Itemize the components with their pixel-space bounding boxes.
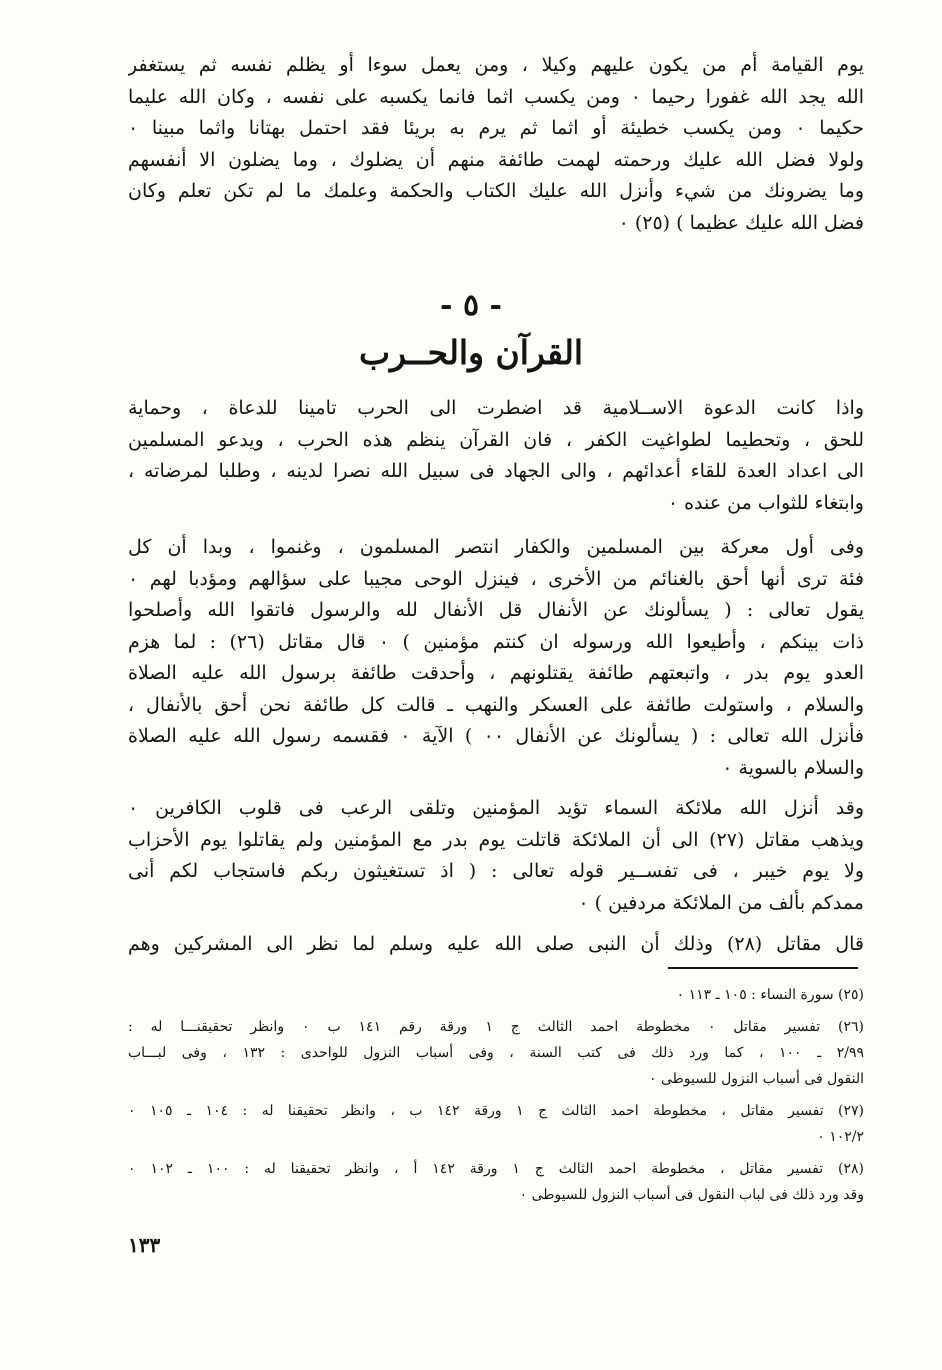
text-line: وما يضرونك من شيء وأنزل الله عليك الكتاب والحكمة وعلمك ما لم تكن تعلم وكان xyxy=(128,180,864,202)
footnote-separator xyxy=(668,967,858,969)
footnote-line: (٢٥) سورة النساء : ١٠٥ ـ ١١٣ ٠ xyxy=(676,987,864,1003)
text-line: قال مقاتل (٢٨) وذلك أن النبى صلى الله عليه وسلم لما نظر الى المشركين وهم xyxy=(128,933,864,955)
text-line: واذا كانت الدعوة الاســلامية قد اضطرت الى الحرب تامينا للدعاة ، وحماية xyxy=(128,397,864,419)
paragraph-2 xyxy=(128,532,864,784)
text-line: وفى أول معركة بين المسلمين والكفار انتصر المسلمون ، وغنموا ، وبدا أن كل xyxy=(128,536,864,558)
text-line: يقول تعالى : ( يسألونك عن الأنفال قل الأنفال لله والرسول فاتقوا الله وأصلحوا xyxy=(128,599,864,621)
footnote-line: النقول فى أسباب النزول للسيوطى ٠ xyxy=(649,1071,864,1087)
text-line: الله يجد الله غفورا رحيما ٠ ومن يكسب اثما فانما يكسبه على نفسه ، وكان الله عليما xyxy=(128,85,864,108)
text-line: ولا يوم خيبر ، فى تفســير قوله تعالى : ( اذ تستغيثون ربكم فاستجاب لكم أنى xyxy=(128,860,864,882)
text-line: فأنزل الله تعالى : ( يسألونك عن الأنفال ٠٠ ) الآية ٠ فقسمه رسول الله عليه الصلاة xyxy=(128,725,864,747)
footnote-28 xyxy=(128,1156,864,1208)
text-line: فئة ترى أنها أحق بالغنائم من الأخرى ، فينزل الوحى مجيبا على سؤالهم ومؤدبا لهم ٠ xyxy=(128,567,864,590)
footnote-line: (٢٦) تفسير مقاتل ٠ مخطوطة احمد الثالث ج ١ ورقة رقم ١٤١ ب ٠ وانظر تحقيقنـــا له : xyxy=(128,1019,864,1035)
page-number: ١٣٣ xyxy=(128,1233,161,1257)
text-line: والسلام ، واستولت طائفة على العسكر والنهب ـ قالت كل طائفة نحن أحق بالأنفال ، xyxy=(128,693,864,716)
footnote-26 xyxy=(128,1014,864,1092)
footnote-25 xyxy=(128,982,864,1008)
footnote-line: ٢/٩٩ ـ ١٠٠ ، كما ورد ذلك فى كتب السنة ، وفى أسباب النزول للواحدى : ١٣٢ ، وفى لبـــاب xyxy=(128,1045,864,1061)
quran-quote-continuation xyxy=(128,50,864,239)
footnote-27 xyxy=(128,1098,864,1150)
paragraph-4 xyxy=(128,929,864,961)
text-line: وابتغاء للثواب من عنده ٠ xyxy=(667,491,864,514)
paragraph-3 xyxy=(128,793,864,919)
text-line: الى اعداد العدة للقاء أعدائهم ، والى الجهاد فى سبيل الله نصرا لدينه ، وطلبا لمرضاته ، xyxy=(128,460,864,482)
text-line: العدو يوم بدر ، واتبعتهم طائفة يقتلونهم ، وأحدقت طائفة برسول الله عليه الصلاة xyxy=(128,662,864,684)
text-line: والسلام بالسوية ٠ xyxy=(722,756,864,779)
chapter-number: - ٥ - xyxy=(440,288,502,323)
text-line: فضل الله عليك عظيما ) (٢٥) ٠ xyxy=(618,211,864,234)
footnote-line: وقد ورد ذلك فى لباب النقول فى أسباب النزول للسيوطى ٠ xyxy=(519,1187,864,1203)
text-line: ذات بينكم ، وأطيعوا الله ورسوله ان كنتم مؤمنين ) ٠ قال مقاتل (٢٦) : لما هزم xyxy=(128,630,864,653)
chapter-title: القرآن والحــرب xyxy=(358,333,584,372)
text-line: ويذهب مقاتل (٢٧) الى أن الملائكة قاتلت يوم بدر مع المؤمنين ولم يقاتلوا يوم الأحزاب xyxy=(128,828,864,851)
text-line: ولولا فضل الله عليك ورحمته لهمت طائفة منهم أن يضلوك ، وما يضلون الا أنفسهم xyxy=(128,148,864,171)
footnotes xyxy=(128,982,864,1208)
paragraph-1 xyxy=(128,393,864,519)
text-line: يوم القيامة أم من يكون عليهم وكيلا ، ومن يعمل سوءا أو يظلم نفسه ثم يستغفر xyxy=(128,54,864,76)
text-line: وقد أنزل الله ملائكة السماء تؤيد المؤمنين وتلقى الرعب فى قلوب الكافرين ٠ xyxy=(128,797,864,819)
footnote-line: ١٠٢/٢ ٠ xyxy=(817,1129,864,1145)
text-line: للحق ، وتحطيما لطواغيت الكفر ، فان القرآن ينظم هذه الحرب ، ويدعو المسلمين xyxy=(128,428,864,451)
footnote-line: (٢٧) تفسير مقاتل ، مخطوطة احمد الثالث ج ١ ورقة ١٤٢ ب ، وانظر تحقيقنا له : ١٠٤ ـ ١٠٥ ٠ xyxy=(128,1103,864,1119)
text-line: ممدكم بألف من الملائكة مردفين ) ٠ xyxy=(578,891,864,914)
text-line: حكيما ٠ ومن يكسب خطيئة أو اثما ثم يرم به بريئا فقد احتمل بهتانا واثما مبينا ٠ xyxy=(128,117,864,139)
footnote-line: (٢٨) تفسير مقاتل ، مخطوطة احمد الثالث ج ١ ورقة ١٤٢ أ ، وانظر تحقيقنا له : ١٠٠ ـ ١٠٢ ٠ xyxy=(128,1161,864,1177)
